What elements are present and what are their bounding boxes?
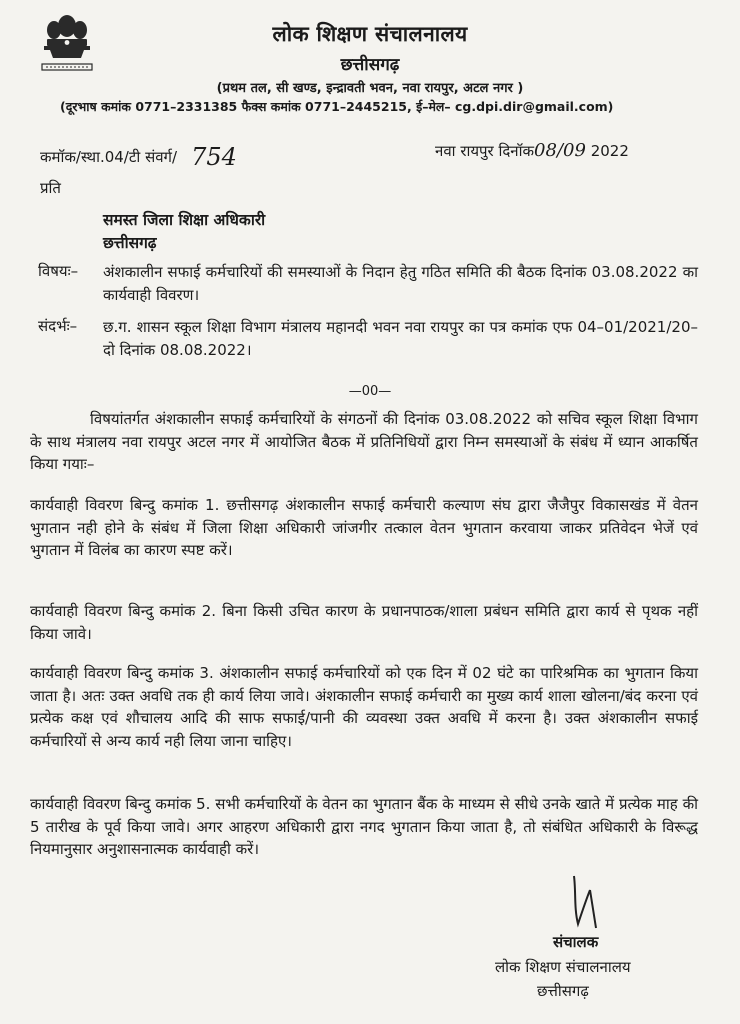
prati-label: प्रति bbox=[40, 179, 61, 197]
subject-label: विषयः– bbox=[38, 262, 79, 280]
date-handwritten: 08/09 bbox=[534, 140, 586, 161]
action-point-5: कार्यवाही विवरण बिन्दु कमांक 5. सभी कर्मचारियों के वेतन का भुगतान बैंक के माध्यम से सीधे उनके खाते में प्रत्येक माह की 5 तारीख के पूर्व किया जावे। अगर आहरण अधिकारी द्वारा नगद भुगतान किया जाता है, तो संबंधित अधिकारी के विरूद्ध नियमानुसार अनुशासनात्मक कार्यवाही करें। bbox=[30, 795, 698, 858]
section-separator: —00— bbox=[348, 384, 392, 399]
signatory-title: संचालक bbox=[553, 933, 599, 951]
action-point-2: कार्यवाही विवरण बिन्दु कमांक 2. बिना किसी उचित कारण के प्रधानपाठक/शाला प्रबंधन समिति द्वारा कार्य से पृथक नहीं किया जावे। bbox=[30, 602, 698, 643]
contact-details: (दूरभाष कमांक 0771–2331385 फैक्स कमांक 0771–2445215, ई–मेल– cg.dpi.dir@gmail.com) bbox=[60, 99, 614, 114]
signatory-state: छत्तीसगढ़ bbox=[537, 982, 589, 1000]
office-address: (प्रथम तल, सी खण्ड, इन्द्रावती भवन, नवा रायपुर, अटल नगर ) bbox=[216, 81, 524, 96]
date-label: नवा रायपुर दिनॉक bbox=[435, 142, 535, 160]
state-title: छत्तीसगढ़ bbox=[340, 55, 400, 75]
reference-label: कमॉक/स्था.04/टी संवर्ग/ bbox=[40, 148, 178, 166]
office-title: लोक शिक्षण संचालनालय bbox=[272, 22, 468, 46]
reference-letter-text: छ.ग. शासन स्कूल शिक्षा विभाग मंत्रालय महानदी भवन नवा रायपुर का पत्र कमांक एफ 04–01/2021/20–दो दिनांक 08.08.2022। bbox=[103, 318, 698, 359]
addressee-line-2: छत्तीसगढ़ bbox=[103, 234, 157, 252]
action-point-3: कार्यवाही विवरण बिन्दु कमांक 3. अंशकालीन सफाई कर्मचारियों को एक दिन में 02 घंटे का पारिश्रमिक का भुगतान किया जाता है। अतः उक्त अवधि तक ही कार्य लिया जावे। अंशकालीन सफाई कर्मचारी का मुख्य कार्य शाला खोलना/बंद करना एवं प्रत्येक कक्ष एवं शौचालय आदि की साफ सफाई/पानी की व्यवस्था उक्त अवधि में करना है। उक्त अंशकालीन सफाई कर्मचारियों से अन्य कार्य नही लिया जाना चाहिए। bbox=[30, 664, 698, 750]
date-year: 2022 bbox=[590, 142, 629, 160]
reference-handwritten-number: 754 bbox=[191, 143, 237, 171]
reference-number bbox=[40, 140, 237, 171]
letter-date bbox=[435, 140, 629, 161]
reference-letter-label: संदर्भः– bbox=[38, 317, 78, 335]
body-intro: विषयांतर्गत अंशकालीन सफाई कर्मचारियों के संगठनों की दिनांक 03.08.2022 को सचिव स्कूल शिक्षा विभाग के साथ मंत्रालय नवा रायपुर अटल नगर में आयोजित बैठक में प्रतिनिधियों द्वारा निम्न समस्याओं के संबंध में ध्यान आकर्षित किया गयाः– bbox=[30, 410, 698, 473]
handwritten-signature bbox=[560, 872, 620, 932]
signatory-office: लोक शिक्षण संचालनालय bbox=[495, 958, 631, 976]
subject-text: अंशकालीन सफाई कर्मचारियों की समस्याओं के निदान हेतु गठित समिति की बैठक दिनांक 03.08.2022 का कार्यवाही विवरण। bbox=[103, 263, 698, 304]
addressee-line-1: समस्त जिला शिक्षा अधिकारी bbox=[103, 211, 266, 229]
action-point-1: कार्यवाही विवरण बिन्दु कमांक 1. छत्तीसगढ़ अंशकालीन सफाई कर्मचारी कल्याण संघ द्वारा जैजैपुर विकासखंड में वेतन भुगतान नही होने के संबंध में जिला शिक्षा अधिकारी जांजगीर तत्काल वेतन भुगतान करवाया जाकर प्रतिवेदन भेजें एवं भुगतान में विलंब का कारण स्पष्ट करें। bbox=[30, 496, 698, 559]
